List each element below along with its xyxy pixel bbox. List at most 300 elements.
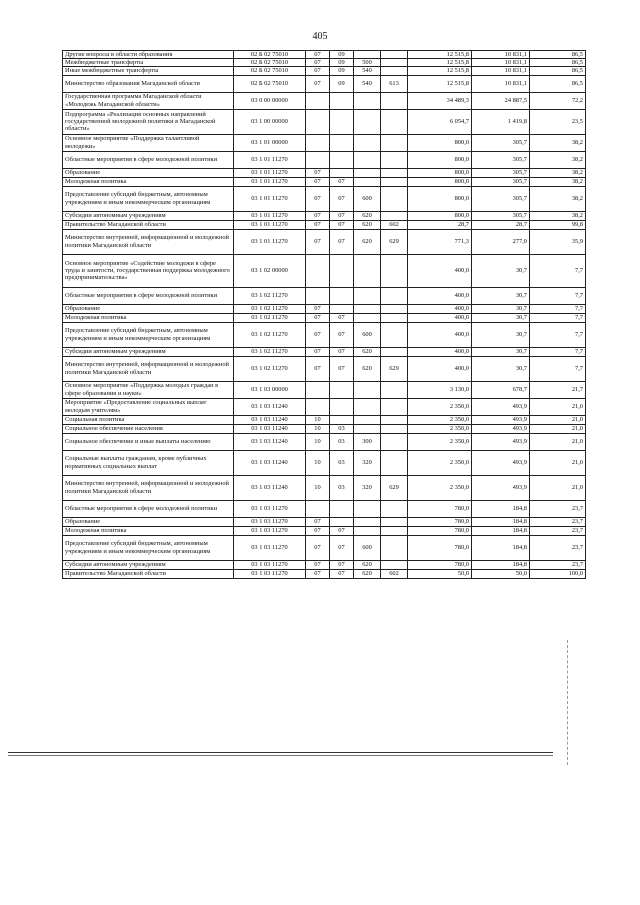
- cell-percent: 38,2: [530, 177, 586, 186]
- cell-subsection: 03: [330, 450, 354, 475]
- cell-expense-type: 600: [354, 322, 381, 347]
- cell-plan: 2 350,0: [408, 398, 472, 415]
- cell-section: 10: [306, 450, 330, 475]
- cell-code: 03 1 02 11270: [234, 287, 306, 304]
- cell-expense-type: [354, 500, 381, 517]
- cell-subsection: 03: [330, 424, 354, 433]
- cell-code: 02 Б 02 75010: [234, 51, 306, 59]
- cell-actual: 184,8: [472, 560, 530, 569]
- cell-subsection: 07: [330, 177, 354, 186]
- table-row: [63, 287, 586, 304]
- cell-percent: 21,0: [530, 433, 586, 450]
- cell-section: 07: [306, 356, 330, 381]
- cell-plan: 12 515,8: [408, 59, 472, 67]
- cell-name: Предоставление субсидий бюджетным, автономным учреждениям и иным некоммерческим организациям: [63, 322, 234, 347]
- cell-section: [306, 381, 330, 398]
- cell-plan: 2 350,0: [408, 424, 472, 433]
- cell-code: 03 1 03 11240: [234, 433, 306, 450]
- cell-code: 03 0 00 00000: [234, 92, 306, 109]
- cell-department: [381, 415, 408, 424]
- cell-expense-type: [354, 254, 381, 287]
- cell-expense-type: [354, 304, 381, 313]
- cell-subsection: 07: [330, 322, 354, 347]
- cell-section: 07: [306, 526, 330, 535]
- cell-section: 07: [306, 347, 330, 356]
- cell-section: 07: [306, 75, 330, 92]
- cell-name: Социальное обеспечение и иные выплаты населению: [63, 433, 234, 450]
- cell-expense-type: [354, 109, 381, 134]
- cell-section: 07: [306, 535, 330, 560]
- cell-expense-type: [354, 168, 381, 177]
- cell-section: [306, 398, 330, 415]
- cell-subsection: [330, 500, 354, 517]
- cell-plan: 800,0: [408, 151, 472, 168]
- cell-name: Образование: [63, 168, 234, 177]
- cell-percent: 23,7: [530, 500, 586, 517]
- cell-percent: 7,7: [530, 347, 586, 356]
- table-row: [63, 229, 586, 254]
- cell-department: [381, 151, 408, 168]
- table-row: [63, 254, 586, 287]
- cell-subsection: 09: [330, 67, 354, 75]
- table-row: [63, 569, 586, 578]
- cell-actual: 10 831,1: [472, 75, 530, 92]
- cell-percent: 38,2: [530, 186, 586, 211]
- cell-name: Министерство внутренней, информационной и молодежной политики Магаданской области: [63, 356, 234, 381]
- cell-plan: 780,0: [408, 560, 472, 569]
- cell-plan: 780,0: [408, 526, 472, 535]
- cell-department: [381, 304, 408, 313]
- cell-expense-type: [354, 398, 381, 415]
- cell-name: Другие вопросы в области образования: [63, 51, 234, 59]
- cell-code: 03 1 02 11270: [234, 322, 306, 347]
- cell-actual: 305,7: [472, 134, 530, 151]
- cell-percent: 86,5: [530, 59, 586, 67]
- cell-expense-type: 320: [354, 475, 381, 500]
- cell-subsection: 03: [330, 433, 354, 450]
- cell-subsection: [330, 109, 354, 134]
- cell-actual: 30,7: [472, 287, 530, 304]
- cell-code: 03 1 00 00000: [234, 109, 306, 134]
- cell-subsection: [330, 254, 354, 287]
- cell-code: 03 1 03 11270: [234, 526, 306, 535]
- cell-department: 613: [381, 75, 408, 92]
- cell-department: [381, 177, 408, 186]
- cell-percent: 21,0: [530, 398, 586, 415]
- cell-code: 02 Б 02 75010: [234, 59, 306, 67]
- cell-subsection: 09: [330, 59, 354, 67]
- cell-expense-type: 620: [354, 560, 381, 569]
- table-row: [63, 304, 586, 313]
- cell-department: 602: [381, 569, 408, 578]
- cell-percent: 7,7: [530, 287, 586, 304]
- cell-percent: 23,7: [530, 517, 586, 526]
- cell-name: Молодежная политика: [63, 313, 234, 322]
- cell-code: 03 1 03 00000: [234, 381, 306, 398]
- cell-name: Основное мероприятие «Содействие молодежи в сфере труда и занятости, государственная поддержка молодежного предпринимательства»: [63, 254, 234, 287]
- cell-department: [381, 450, 408, 475]
- cell-actual: 30,7: [472, 322, 530, 347]
- cell-percent: 99,8: [530, 220, 586, 229]
- cell-code: 03 1 03 11240: [234, 398, 306, 415]
- cell-expense-type: [354, 92, 381, 109]
- cell-name: Областные мероприятия в сфере молодежной политики: [63, 500, 234, 517]
- cell-expense-type: [354, 134, 381, 151]
- cell-plan: 6 054,7: [408, 109, 472, 134]
- cell-code: 03 1 03 11270: [234, 569, 306, 578]
- cell-percent: 21,0: [530, 424, 586, 433]
- table-row: [63, 560, 586, 569]
- table-row: [63, 381, 586, 398]
- cell-section: 10: [306, 424, 330, 433]
- cell-department: 629: [381, 356, 408, 381]
- cell-subsection: 07: [330, 313, 354, 322]
- cell-department: [381, 92, 408, 109]
- table-row: [63, 134, 586, 151]
- cell-subsection: 07: [330, 229, 354, 254]
- cell-plan: 800,0: [408, 168, 472, 177]
- cell-department: 629: [381, 229, 408, 254]
- cell-code: 03 1 02 11270: [234, 356, 306, 381]
- cell-plan: 34 489,3: [408, 92, 472, 109]
- cell-expense-type: [354, 526, 381, 535]
- cell-plan: 800,0: [408, 177, 472, 186]
- cell-expense-type: 620: [354, 347, 381, 356]
- cell-section: [306, 287, 330, 304]
- table-row: [63, 313, 586, 322]
- cell-name: Государственная программа Магаданской области «Молодежь Магаданской области»: [63, 92, 234, 109]
- table-row: [63, 92, 586, 109]
- cell-expense-type: 300: [354, 433, 381, 450]
- cell-name: Субсидии автономным учреждениям: [63, 347, 234, 356]
- cell-name: Субсидии автономным учреждениям: [63, 560, 234, 569]
- cell-code: 03 1 01 11270: [234, 177, 306, 186]
- cell-plan: 2 350,0: [408, 475, 472, 500]
- cell-expense-type: [354, 177, 381, 186]
- cell-code: 03 1 01 11270: [234, 186, 306, 211]
- cell-actual: 305,7: [472, 177, 530, 186]
- cell-name: Министерство внутренней, информационной и молодежной политики Магаданской области: [63, 229, 234, 254]
- cell-name: Молодежная политика: [63, 177, 234, 186]
- cell-plan: 800,0: [408, 134, 472, 151]
- cell-percent: 7,7: [530, 313, 586, 322]
- cell-actual: 30,7: [472, 347, 530, 356]
- cell-expense-type: 500: [354, 59, 381, 67]
- cell-expense-type: 620: [354, 211, 381, 220]
- cell-plan: 12 515,8: [408, 75, 472, 92]
- cell-expense-type: [354, 415, 381, 424]
- cell-percent: 7,7: [530, 304, 586, 313]
- footer-rule-thin: [8, 755, 553, 756]
- cell-expense-type: [354, 517, 381, 526]
- cell-name: Социальные выплаты гражданам, кроме публичных нормативных социальных выплат: [63, 450, 234, 475]
- cell-name: Молодежная политика: [63, 526, 234, 535]
- cell-subsection: [330, 134, 354, 151]
- cell-percent: 38,2: [530, 151, 586, 168]
- cell-percent: 72,2: [530, 92, 586, 109]
- cell-code: 03 1 02 00000: [234, 254, 306, 287]
- cell-subsection: 07: [330, 220, 354, 229]
- cell-subsection: 07: [330, 535, 354, 560]
- cell-actual: 30,7: [472, 356, 530, 381]
- cell-subsection: 09: [330, 51, 354, 59]
- table-row: [63, 322, 586, 347]
- cell-subsection: 07: [330, 211, 354, 220]
- cell-section: 07: [306, 569, 330, 578]
- cell-plan: 12 515,8: [408, 67, 472, 75]
- cell-expense-type: [354, 287, 381, 304]
- cell-department: [381, 433, 408, 450]
- cell-expense-type: [354, 381, 381, 398]
- cell-name: Предоставление субсидий бюджетным, автономным учреждениям и иным некоммерческим организациям: [63, 535, 234, 560]
- table-row: [63, 347, 586, 356]
- cell-name: Областные мероприятия в сфере молодежной политики: [63, 287, 234, 304]
- cell-actual: 10 831,1: [472, 51, 530, 59]
- cell-section: 07: [306, 313, 330, 322]
- cell-actual: 50,0: [472, 569, 530, 578]
- cell-department: [381, 526, 408, 535]
- cell-department: [381, 59, 408, 67]
- table-row: [63, 177, 586, 186]
- cell-section: 07: [306, 67, 330, 75]
- cell-department: [381, 51, 408, 59]
- cell-name: Социальная политика: [63, 415, 234, 424]
- cell-department: [381, 313, 408, 322]
- cell-section: 07: [306, 186, 330, 211]
- cell-section: 07: [306, 177, 330, 186]
- cell-subsection: 07: [330, 560, 354, 569]
- cell-expense-type: 620: [354, 229, 381, 254]
- cell-percent: 7,7: [530, 322, 586, 347]
- cell-percent: 86,5: [530, 51, 586, 59]
- cell-plan: 28,7: [408, 220, 472, 229]
- cell-section: 07: [306, 322, 330, 347]
- cell-subsection: 07: [330, 356, 354, 381]
- cell-percent: 21,0: [530, 415, 586, 424]
- cell-name: Субсидии автономным учреждениям: [63, 211, 234, 220]
- cell-percent: 100,0: [530, 569, 586, 578]
- cell-plan: 3 130,0: [408, 381, 472, 398]
- cell-department: [381, 322, 408, 347]
- cell-code: 03 1 02 11270: [234, 313, 306, 322]
- cell-subsection: 07: [330, 347, 354, 356]
- cell-code: 03 1 03 11240: [234, 475, 306, 500]
- cell-name: Областные мероприятия в сфере молодежной политики: [63, 151, 234, 168]
- cell-code: 03 1 01 00000: [234, 134, 306, 151]
- cell-name: Мероприятие «Предоставление социальных выплат молодым учителям»: [63, 398, 234, 415]
- cell-percent: 21,0: [530, 450, 586, 475]
- cell-subsection: [330, 287, 354, 304]
- cell-plan: 2 350,0: [408, 433, 472, 450]
- cell-section: 07: [306, 560, 330, 569]
- cell-department: [381, 424, 408, 433]
- cell-percent: 23,7: [530, 560, 586, 569]
- cell-department: [381, 254, 408, 287]
- cell-code: 03 1 01 11270: [234, 168, 306, 177]
- cell-plan: 400,0: [408, 304, 472, 313]
- cell-section: 07: [306, 59, 330, 67]
- cell-expense-type: 540: [354, 67, 381, 75]
- cell-section: 07: [306, 168, 330, 177]
- cell-department: [381, 517, 408, 526]
- cell-actual: 493,9: [472, 415, 530, 424]
- table-row: [63, 450, 586, 475]
- cell-actual: 305,7: [472, 211, 530, 220]
- cell-section: 07: [306, 517, 330, 526]
- cell-actual: 493,9: [472, 398, 530, 415]
- cell-code: 03 1 03 11240: [234, 415, 306, 424]
- cell-department: [381, 211, 408, 220]
- cell-department: [381, 381, 408, 398]
- cell-plan: 780,0: [408, 535, 472, 560]
- cell-percent: 38,2: [530, 168, 586, 177]
- cell-actual: 305,7: [472, 151, 530, 168]
- cell-section: 10: [306, 433, 330, 450]
- cell-code: 03 1 03 11270: [234, 500, 306, 517]
- cell-department: [381, 134, 408, 151]
- cell-name: Иные межбюджетные трансферты: [63, 67, 234, 75]
- cell-section: [306, 500, 330, 517]
- cell-plan: 2 350,0: [408, 450, 472, 475]
- page-number: 405: [312, 31, 328, 42]
- table-row: [63, 415, 586, 424]
- cell-department: [381, 560, 408, 569]
- cell-section: 07: [306, 51, 330, 59]
- cell-subsection: 07: [330, 569, 354, 578]
- cell-percent: 38,2: [530, 211, 586, 220]
- cell-percent: 23,7: [530, 526, 586, 535]
- cell-expense-type: [354, 313, 381, 322]
- cell-subsection: [330, 415, 354, 424]
- cell-plan: 50,0: [408, 569, 472, 578]
- cell-actual: 24 887,5: [472, 92, 530, 109]
- cell-actual: 184,8: [472, 500, 530, 517]
- cell-actual: 1 419,8: [472, 109, 530, 134]
- cell-percent: 21,0: [530, 475, 586, 500]
- cell-plan: 12 515,8: [408, 51, 472, 59]
- cell-department: [381, 398, 408, 415]
- cell-expense-type: [354, 424, 381, 433]
- table-row: [63, 51, 586, 59]
- cell-code: 03 1 03 11240: [234, 424, 306, 433]
- cell-percent: 7,7: [530, 254, 586, 287]
- cell-code: 03 1 03 11270: [234, 560, 306, 569]
- cell-expense-type: 620: [354, 220, 381, 229]
- cell-subsection: [330, 168, 354, 177]
- cell-subsection: 07: [330, 186, 354, 211]
- cell-code: 03 1 01 11270: [234, 211, 306, 220]
- cell-actual: 30,7: [472, 254, 530, 287]
- cell-actual: 493,9: [472, 450, 530, 475]
- cell-name: Основное мероприятие «Поддержка талантливой молодежи»: [63, 134, 234, 151]
- table-row: [63, 398, 586, 415]
- cell-name: Образование: [63, 517, 234, 526]
- cell-subsection: [330, 381, 354, 398]
- cell-plan: 400,0: [408, 287, 472, 304]
- cell-plan: 400,0: [408, 254, 472, 287]
- cell-code: 03 1 01 11270: [234, 220, 306, 229]
- cell-name: Министерство внутренней, информационной и молодежной политики Магаданской области: [63, 475, 234, 500]
- cell-plan: 2 350,0: [408, 415, 472, 424]
- cell-section: 10: [306, 475, 330, 500]
- cell-section: [306, 92, 330, 109]
- cell-subsection: [330, 92, 354, 109]
- cell-code: 02 Б 02 75010: [234, 67, 306, 75]
- cell-expense-type: 600: [354, 535, 381, 560]
- cell-percent: 23,7: [530, 535, 586, 560]
- cell-percent: 7,7: [530, 356, 586, 381]
- cell-expense-type: 620: [354, 569, 381, 578]
- cell-name: Образование: [63, 304, 234, 313]
- cell-department: [381, 109, 408, 134]
- cell-plan: 400,0: [408, 356, 472, 381]
- cell-actual: 305,7: [472, 186, 530, 211]
- cell-actual: 277,0: [472, 229, 530, 254]
- table-row: [63, 211, 586, 220]
- cell-department: 602: [381, 220, 408, 229]
- cell-actual: 493,9: [472, 424, 530, 433]
- cell-expense-type: 620: [354, 356, 381, 381]
- cell-plan: 780,0: [408, 500, 472, 517]
- cell-expense-type: 320: [354, 450, 381, 475]
- cell-code: 02 Б 02 75010: [234, 75, 306, 92]
- cell-plan: 800,0: [408, 186, 472, 211]
- cell-actual: 184,8: [472, 526, 530, 535]
- table-row: [63, 75, 586, 92]
- cell-department: [381, 347, 408, 356]
- cell-section: 07: [306, 211, 330, 220]
- cell-name: Подпрограмма «Реализация основных направлений государственной молодежной политики в Магаданской области»: [63, 109, 234, 134]
- table-row: [63, 526, 586, 535]
- cell-expense-type: [354, 151, 381, 168]
- cell-name: Основное мероприятие «Поддержка молодых граждан в сфере образования и науки»: [63, 381, 234, 398]
- table-row: [63, 535, 586, 560]
- cell-department: [381, 287, 408, 304]
- table-row: [63, 433, 586, 450]
- cell-percent: 38,2: [530, 134, 586, 151]
- cell-section: 07: [306, 229, 330, 254]
- cell-actual: 184,8: [472, 517, 530, 526]
- cell-department: [381, 500, 408, 517]
- margin-dashed-line: [567, 640, 568, 765]
- cell-subsection: [330, 304, 354, 313]
- cell-actual: 184,8: [472, 535, 530, 560]
- cell-subsection: 03: [330, 475, 354, 500]
- cell-subsection: 09: [330, 75, 354, 92]
- cell-percent: 23,5: [530, 109, 586, 134]
- cell-section: [306, 254, 330, 287]
- cell-plan: 780,0: [408, 517, 472, 526]
- cell-expense-type: 600: [354, 186, 381, 211]
- cell-plan: 400,0: [408, 313, 472, 322]
- cell-section: [306, 134, 330, 151]
- cell-actual: 10 831,1: [472, 67, 530, 75]
- cell-subsection: [330, 151, 354, 168]
- cell-plan: 800,0: [408, 211, 472, 220]
- cell-plan: 400,0: [408, 347, 472, 356]
- cell-percent: 35,9: [530, 229, 586, 254]
- table-row: [63, 356, 586, 381]
- cell-section: 07: [306, 304, 330, 313]
- cell-code: 03 1 03 11240: [234, 450, 306, 475]
- table-row: [63, 517, 586, 526]
- cell-name: Социальное обеспечение населения: [63, 424, 234, 433]
- cell-name: Министерство образования Магаданской области: [63, 75, 234, 92]
- cell-actual: 30,7: [472, 313, 530, 322]
- cell-code: 03 1 03 11270: [234, 535, 306, 560]
- cell-percent: 86,5: [530, 67, 586, 75]
- table-row: [63, 168, 586, 177]
